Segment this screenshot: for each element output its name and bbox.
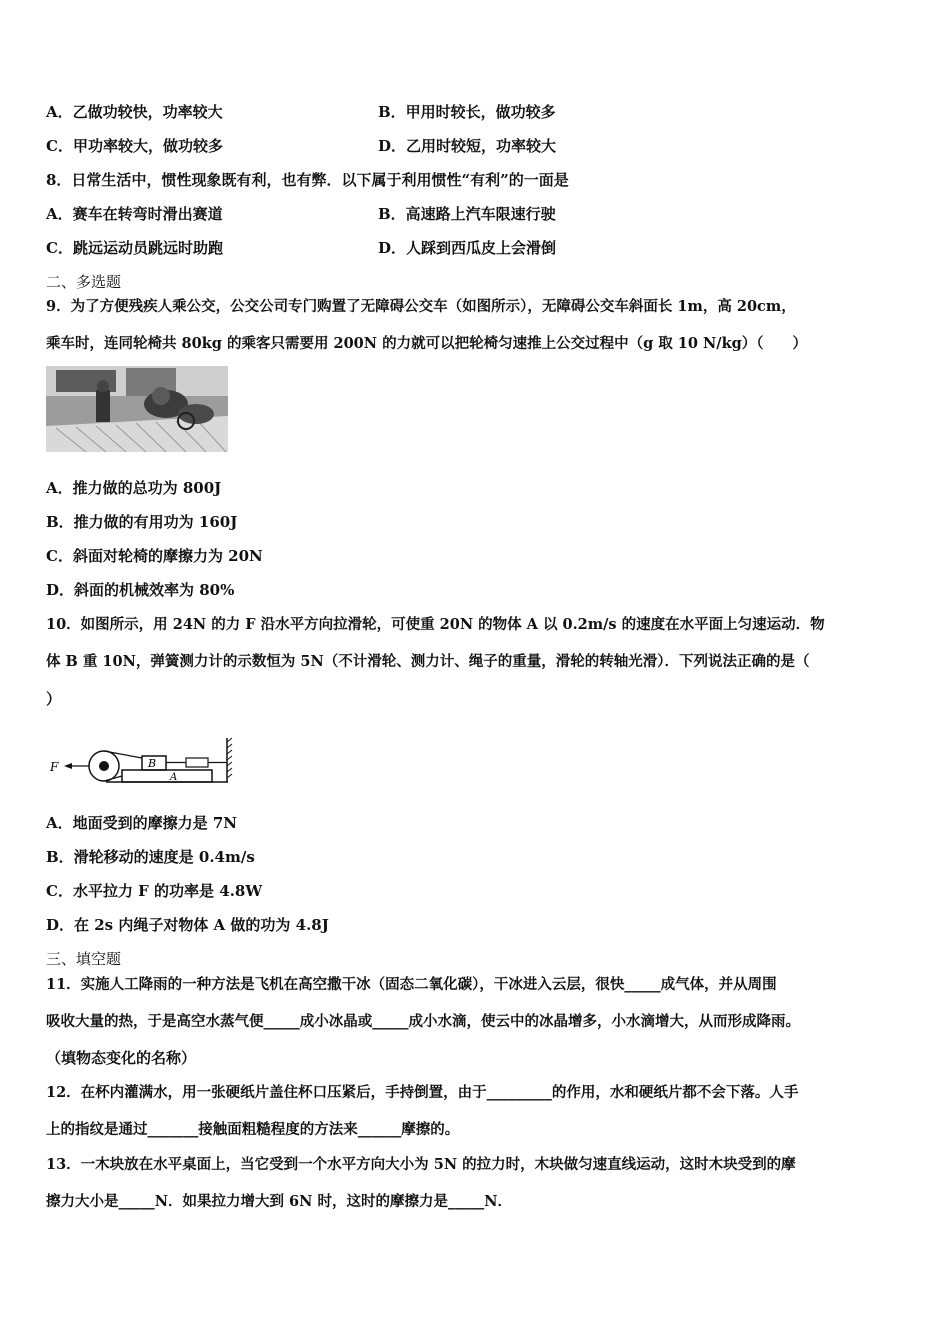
q10-option-d: D．在 2s 内绳子对物体 A 做的功为 4.8J [46,916,329,934]
q9-option-c: C．斜面对轮椅的摩擦力为 20N [46,547,263,565]
q8-option-b: B．高速路上汽车限速行驶 [378,205,556,223]
q13-line2: 擦力大小是_____N．如果拉力增大到 6N 时，这时的摩擦力是_____N． [46,1193,512,1210]
pulley-diagram [46,736,236,788]
q8-option-a: A．赛车在转弯时滑出赛道 [46,205,223,223]
q9-option-b: B．推力做的有用功为 160J [46,513,238,531]
q10-option-c: C．水平拉力 F 的功率是 4.8W [46,882,263,900]
q7-option-b: B．甲用时较长，做功较多 [378,103,556,121]
q9-option-d: D．斜面的机械效率为 80% [46,581,235,599]
q7-option-c: C．甲功率较大，做功较多 [46,137,223,155]
q10-option-a: A．地面受到的摩擦力是 7N [46,814,238,832]
q10-stem-line2: 体 B 重 10N，弹簧测力计的示数恒为 5N（不计滑轮、测力计、绳子的重量，滑轮的转轴光滑）．下列说法正确的是（ [46,653,810,670]
q9-stem-line2: 乘车时，连同轮椅共 80kg 的乘客只需要用 200N 的力就可以把轮椅匀速推上公交过程中（g 取 10 N/kg）（ ） [46,335,808,352]
q9-option-a: A．推力做的总功为 800J [46,479,222,497]
q10-stem-line3: ） [46,690,62,708]
q12-line2: 上的指纹是通过_______接触面粗糙程度的方法来______摩擦的。 [46,1121,460,1138]
q8-option-d: D．人踩到西瓜皮上会滑倒 [378,239,557,257]
force-f-label: F [50,760,59,774]
q9-stem-line1: 9．为了方便残疾人乘公交，公交公司专门购置了无障碍公交车（如图所示），无障碍公交车斜面长 1m，高 20cm， [46,298,796,315]
q7-option-a: A．乙做功较快，功率较大 [46,103,223,121]
q12-line1: 12．在杯内灌满水，用一张硬纸片盖住杯口压紧后，手持倒置，由于_________的作用，水和硬纸片都不会下落。人手 [46,1084,799,1101]
q10-option-b: B．滑轮移动的速度是 0.4m/s [46,848,255,866]
q11-line1: 11．实施人工降雨的一种方法是飞机在高空撒干冰（固态二氧化碳），干冰进入云层，很快_____成气体，并从周围 [46,976,777,993]
q11-line2: 吸收大量的热，于是高空水蒸气便_____成小冰晶或_____成小水滴，使云中的冰晶增多，小水滴增大，从而形成降雨。 [46,1013,800,1030]
q13-line1: 13．一木块放在水平桌面上，当它受到一个水平方向大小为 5N 的拉力时，木块做匀速直线运动，这时木块受到的摩 [46,1156,796,1173]
block-b-label: B [148,757,157,770]
section-title-multiple-choice: 二、多选题 [46,273,122,291]
q7-option-d: D．乙用时较短，功率较大 [378,137,557,155]
q8-option-c: C．跳远运动员跳远时助跑 [46,239,223,257]
section-title-fill-in: 三、填空题 [46,950,122,968]
block-a-label: A [170,772,178,783]
q8-stem: 8．日常生活中，惯性现象既有利，也有弊．以下属于利用惯性“有利”的一面是 [46,171,569,189]
q10-stem-line1: 10．如图所示，用 24N 的力 F 沿水平方向拉滑轮，可使重 20N 的物体 A 以 0.2m/s 的速度在水平面上匀速运动．物 [46,616,825,633]
q11-line3: （填物态变化的名称） [46,1049,197,1067]
bus-ramp-photo [46,366,228,452]
